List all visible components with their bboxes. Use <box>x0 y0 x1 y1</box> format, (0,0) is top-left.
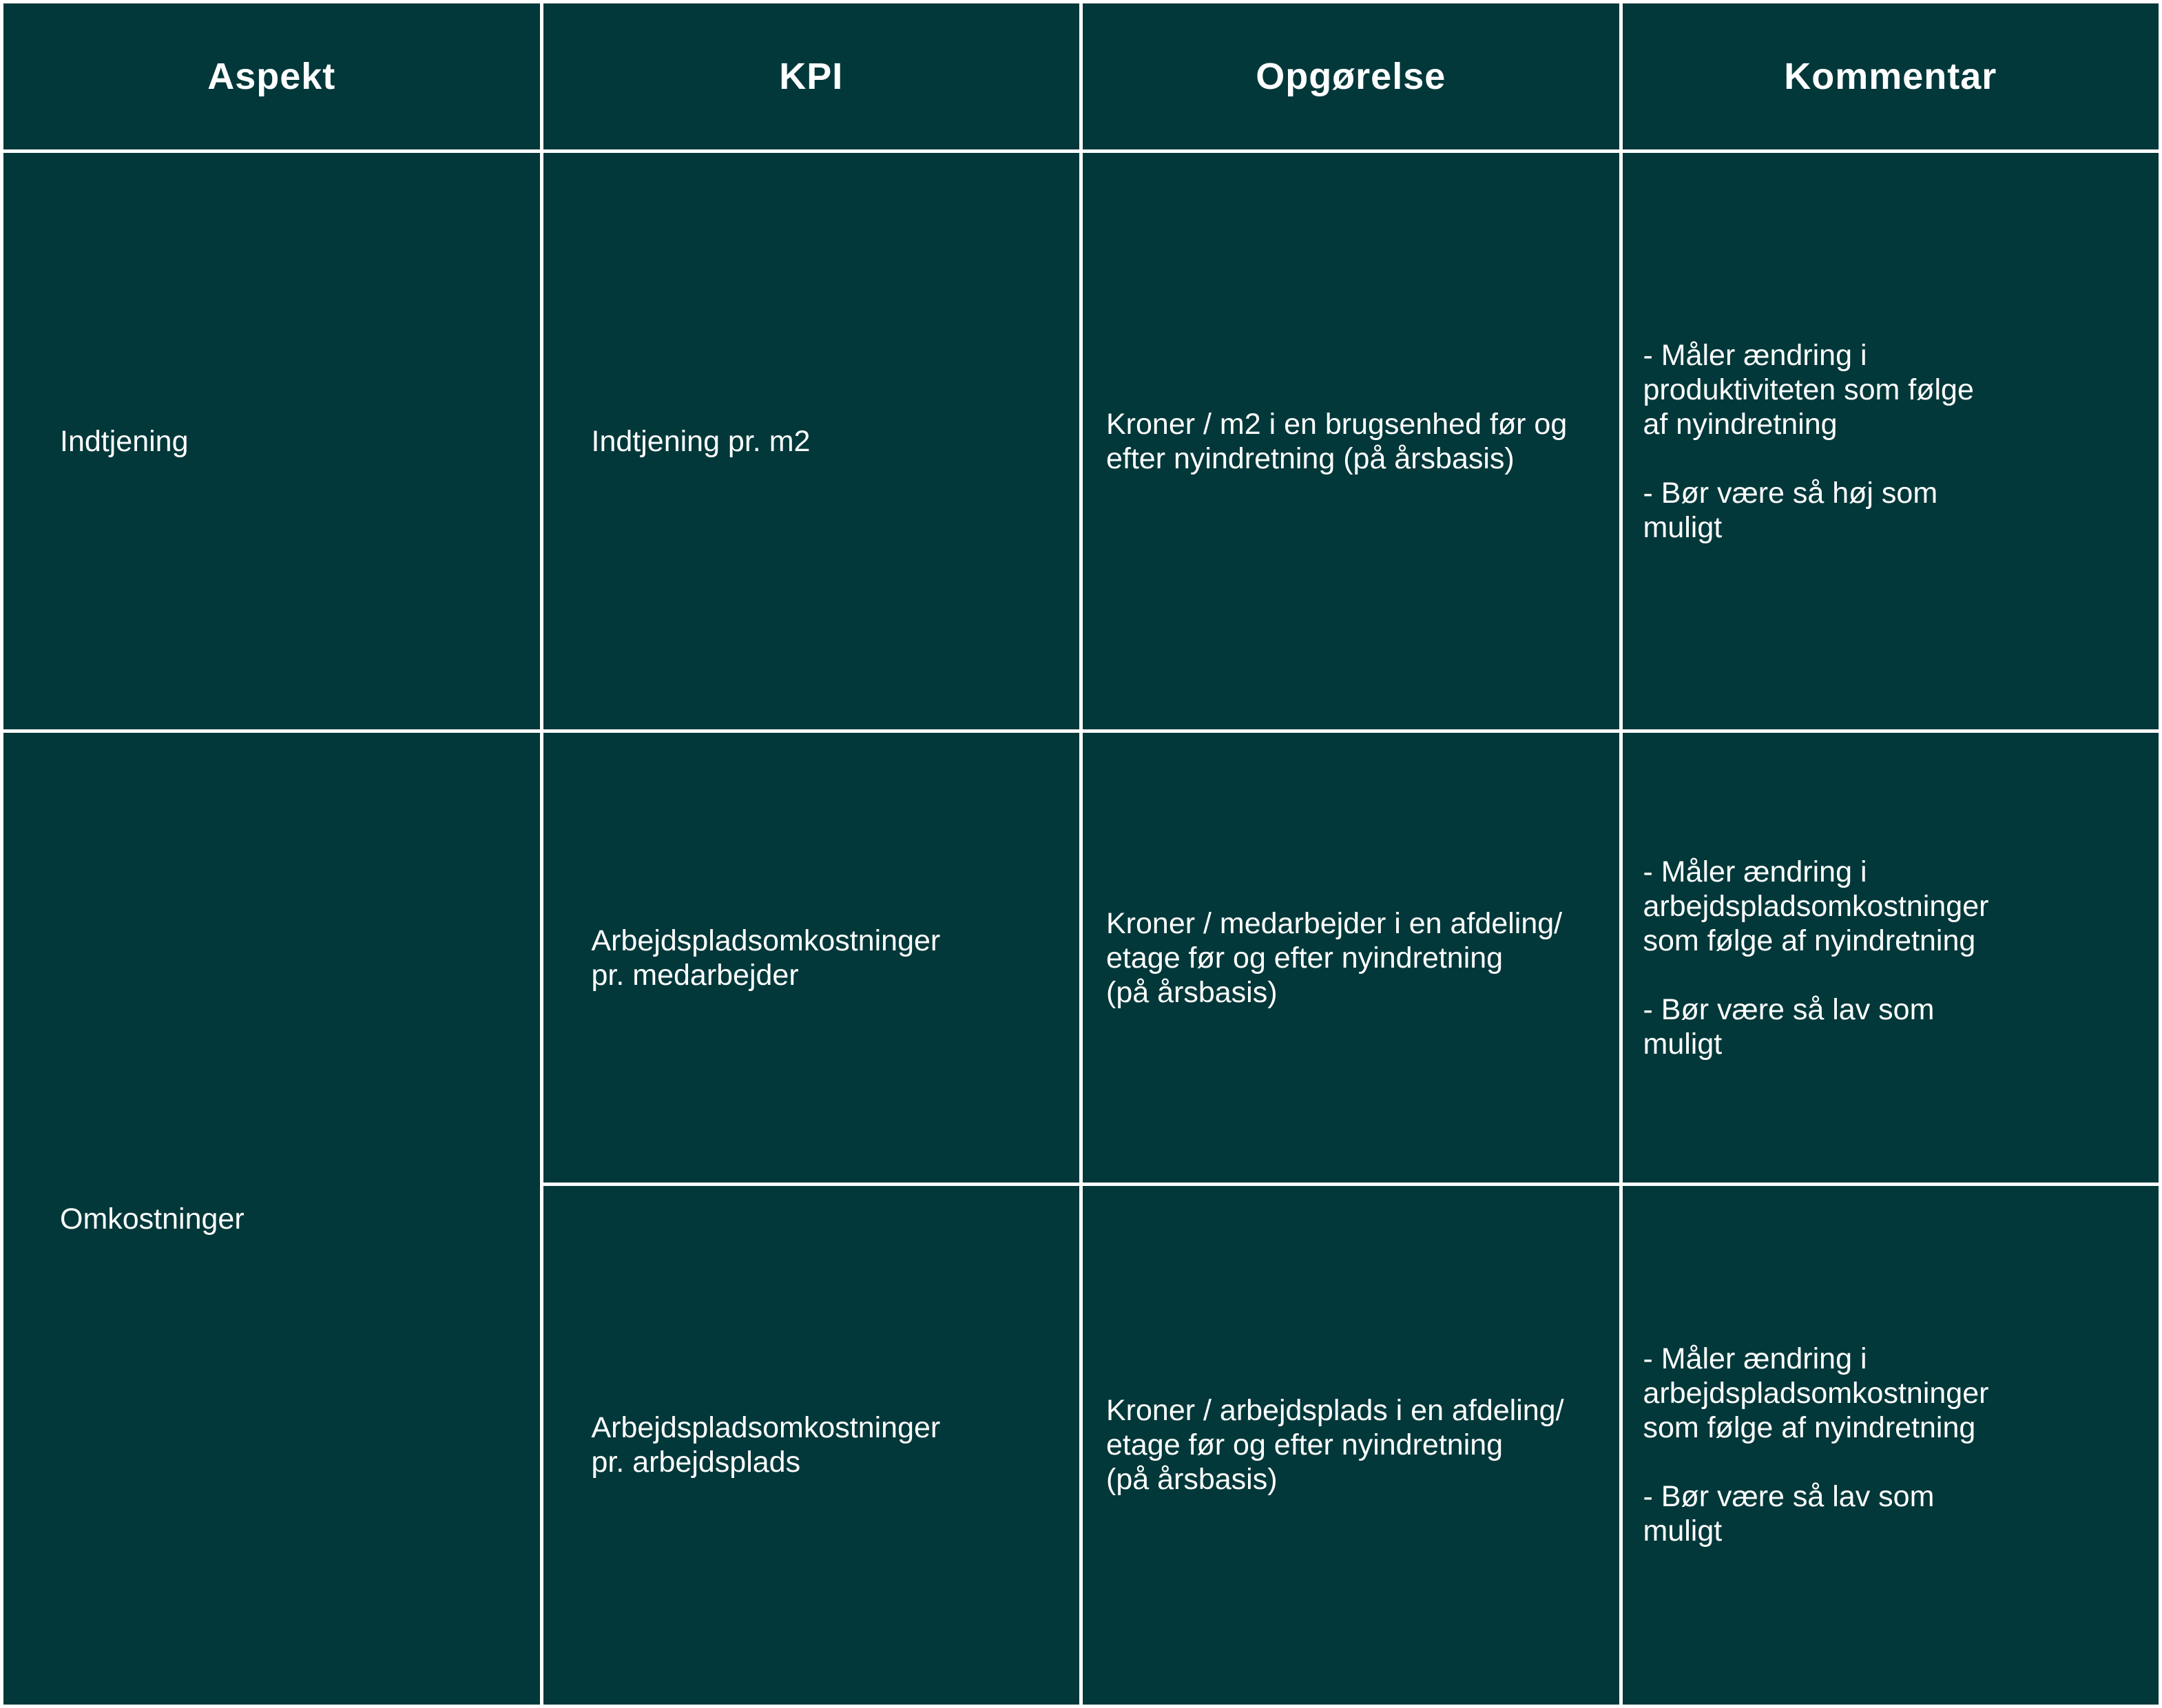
calculation-cell <box>1081 1184 1621 1706</box>
calculation-line: Kroner / arbejdsplads i en afdeling/ <box>1106 1394 1564 1428</box>
comment-line: muligt <box>1643 1027 1723 1061</box>
comment-spacer <box>1643 958 2145 992</box>
comment-line: - Bør være så lav som <box>1643 1480 1935 1514</box>
kpi-cell <box>541 731 1081 1185</box>
kpi-line: pr. medarbejder <box>591 958 799 992</box>
table-body <box>2 152 2161 1707</box>
comment-line: som følge af nyindretning <box>1643 924 1976 957</box>
calculation-cell <box>1081 152 1621 731</box>
header-comment: Kommentar <box>1621 2 2161 152</box>
calculation-line: Kroner / m2 i en brugsenhed før og <box>1106 407 1568 441</box>
header-calculation: Opgørelse <box>1081 2 1621 152</box>
calculation-line: etage før og efter nyindretning <box>1106 1428 1504 1462</box>
header-row <box>2 2 2161 152</box>
kpi-cell <box>541 1184 1081 1706</box>
kpi-line: Arbejdspladsomkostninger <box>591 924 941 957</box>
comment-line: - Bør være så høj som <box>1643 476 1938 510</box>
calculation-line: (på årsbasis) <box>1106 1463 1278 1497</box>
comment-line: produktiviteten som følge <box>1643 373 1974 406</box>
table-row <box>2 152 2161 731</box>
kpi-cell <box>541 152 1081 731</box>
comment-line: - Måler ændring i <box>1643 1342 1867 1376</box>
aspect-cell-indtjening: Indtjening <box>2 152 542 731</box>
calculation-line: (på årsbasis) <box>1106 975 1278 1009</box>
comment-spacer <box>1643 1445 2145 1479</box>
comment-line: arbejdspladsomkostninger <box>1643 1377 1989 1410</box>
header-aspect: Aspekt <box>2 2 542 152</box>
header-kpi: KPI <box>541 2 1081 152</box>
comment-line: som følge af nyindretning <box>1643 1411 1976 1445</box>
comment-line: - Måler ændring i <box>1643 338 1867 372</box>
comment-line: - Bør være så lav som <box>1643 992 1935 1026</box>
comment-cell <box>1621 1184 2161 1706</box>
aspect-cell-omkostninger: Omkostninger <box>2 731 542 1707</box>
comment-line: af nyindretning <box>1643 407 1838 441</box>
comment-line: - Måler ændring i <box>1643 855 1867 888</box>
comment-spacer <box>1643 441 2145 476</box>
comment-cell <box>1621 731 2161 1185</box>
calculation-line: etage før og efter nyindretning <box>1106 941 1504 975</box>
comment-cell <box>1621 152 2161 731</box>
calculation-cell <box>1081 731 1621 1185</box>
kpi-line: Indtjening pr. m2 <box>591 424 811 458</box>
kpi-line: Arbejdspladsomkostninger <box>591 1411 941 1445</box>
calculation-line: Kroner / medarbejder i en afdeling/ <box>1106 906 1563 940</box>
comment-line: muligt <box>1643 510 1723 544</box>
table-row <box>2 731 2161 1185</box>
calculation-line: efter nyindretning (på årsbasis) <box>1106 441 1515 475</box>
table-header <box>2 2 2161 152</box>
comment-line: arbejdspladsomkostninger <box>1643 889 1989 923</box>
kpi-line: pr. arbejdsplads <box>591 1446 801 1479</box>
comment-line: muligt <box>1643 1514 1723 1548</box>
